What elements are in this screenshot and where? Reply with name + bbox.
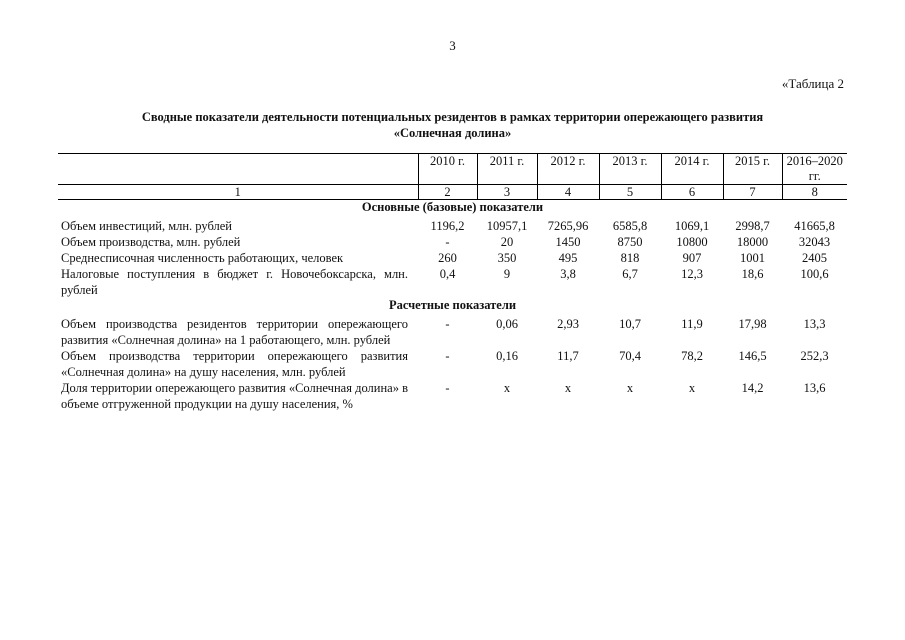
row-value: 1196,2: [430, 219, 465, 233]
row-value: 10,7: [619, 317, 641, 331]
row-value: 32043: [798, 235, 831, 249]
row-value: 2998,7: [735, 219, 770, 233]
table-title-line-1: Сводные показатели деятельности потенциальных резидентов в рамках территории опережающего развития: [141, 110, 764, 124]
row-value: 11,7: [557, 349, 579, 363]
section-heading-basic: [58, 200, 847, 219]
row-value: 7265,96: [547, 219, 589, 233]
row-value: 9: [503, 267, 511, 281]
row-value: 8750: [617, 235, 643, 249]
row-value: -: [445, 317, 450, 331]
row-value: -: [445, 235, 450, 249]
table-row: [58, 380, 847, 412]
row-value: 0,16: [496, 349, 518, 363]
section-title: Основные (базовые) показатели: [361, 200, 544, 214]
row-value: 0,06: [496, 317, 518, 331]
table-reference: «Таблица 2: [781, 76, 844, 91]
header-year: 2014 г.: [661, 154, 723, 185]
header-year: 2012 г.: [537, 154, 599, 185]
row-value: 146,5: [738, 349, 767, 363]
header-year: 2016–2020 гг.: [782, 154, 847, 185]
row-value: 0,4: [439, 267, 456, 281]
row-value: 1069,1: [674, 219, 710, 233]
row-label: Объем производства резидентов территории опережающего развития «Солнечная долина» на 1 работающего, млн. рублей: [61, 317, 408, 347]
row-label: Доля территории опережающего развития «Солнечная долина» в объеме отгруженной продукции на душу населения, %: [61, 381, 408, 411]
header-year: 2011 г.: [477, 154, 537, 185]
table-title-line-2: «Солнечная долина»: [393, 126, 512, 140]
row-value: х: [503, 381, 511, 395]
row-value: 70,4: [619, 349, 641, 363]
column-number: 4: [537, 185, 599, 200]
row-value: -: [445, 381, 450, 395]
header-cell-empty: [58, 154, 418, 185]
table-title: [58, 109, 847, 141]
row-label: Среднесписочная численность работающих, человек: [61, 251, 344, 265]
row-value: 78,2: [681, 349, 703, 363]
column-number: 5: [599, 185, 661, 200]
table-row: [58, 250, 847, 266]
row-value: 818: [620, 251, 640, 265]
row-label: Налоговые поступления в бюджет г. Новочебоксарска, млн. рублей: [61, 267, 408, 297]
row-value: 2405: [802, 251, 827, 265]
table-row: [58, 266, 847, 298]
row-value: 18000: [736, 235, 769, 249]
row-value: 10800: [676, 235, 708, 249]
row-value: х: [626, 381, 634, 395]
table-row: [58, 316, 847, 348]
row-value: х: [688, 381, 696, 395]
row-value: 495: [558, 251, 578, 265]
row-label: Объем инвестиций, млн. рублей: [61, 219, 232, 233]
page-number: 3: [449, 38, 456, 53]
row-value: 13,3: [803, 317, 826, 331]
row-value: 350: [497, 251, 517, 265]
row-value: -: [445, 349, 450, 363]
row-value: 907: [682, 251, 702, 265]
row-value: 2,93: [557, 317, 579, 331]
section-heading-calculated: [58, 298, 847, 316]
table-row: [58, 218, 847, 234]
row-value: 20: [500, 235, 514, 249]
row-value: 11,9: [681, 317, 703, 331]
row-value: 100,6: [800, 267, 829, 281]
table-row: [58, 348, 847, 380]
row-value: 1450: [555, 235, 581, 249]
column-number: 7: [723, 185, 782, 200]
row-label: Объем производства, млн. рублей: [61, 235, 241, 249]
column-number: 8: [782, 185, 847, 200]
row-value: х: [564, 381, 572, 395]
row-value: 252,3: [800, 349, 829, 363]
row-value: 260: [438, 251, 457, 265]
column-number: 3: [477, 185, 537, 200]
row-value: 6,7: [622, 267, 638, 281]
row-value: 18,6: [741, 267, 764, 281]
row-label: Объем производства территории опережающего развития «Солнечная долина» на душу населения, млн. рублей: [61, 349, 408, 379]
row-value: 6585,8: [612, 219, 648, 233]
row-value: 10957,1: [486, 219, 528, 233]
indicators-table: [58, 153, 847, 412]
column-number-row: [58, 185, 847, 200]
row-value: 41665,8: [794, 219, 835, 233]
table-row: [58, 234, 847, 250]
row-value: 13,6: [803, 381, 826, 395]
column-number: 1: [58, 185, 418, 200]
header-year: 2015 г.: [723, 154, 782, 185]
header-row: [58, 154, 847, 185]
row-value: 17,98: [738, 317, 767, 331]
row-value: 1001: [740, 251, 765, 265]
header-year: 2013 г.: [599, 154, 661, 185]
row-value: 12,3: [681, 267, 703, 281]
header-year: 2010 г.: [418, 154, 477, 185]
row-value: 14,2: [741, 381, 764, 395]
row-value: 3,8: [560, 267, 576, 281]
column-number: 6: [661, 185, 723, 200]
section-title: Расчетные показатели: [388, 298, 517, 312]
column-number: 2: [418, 185, 477, 200]
